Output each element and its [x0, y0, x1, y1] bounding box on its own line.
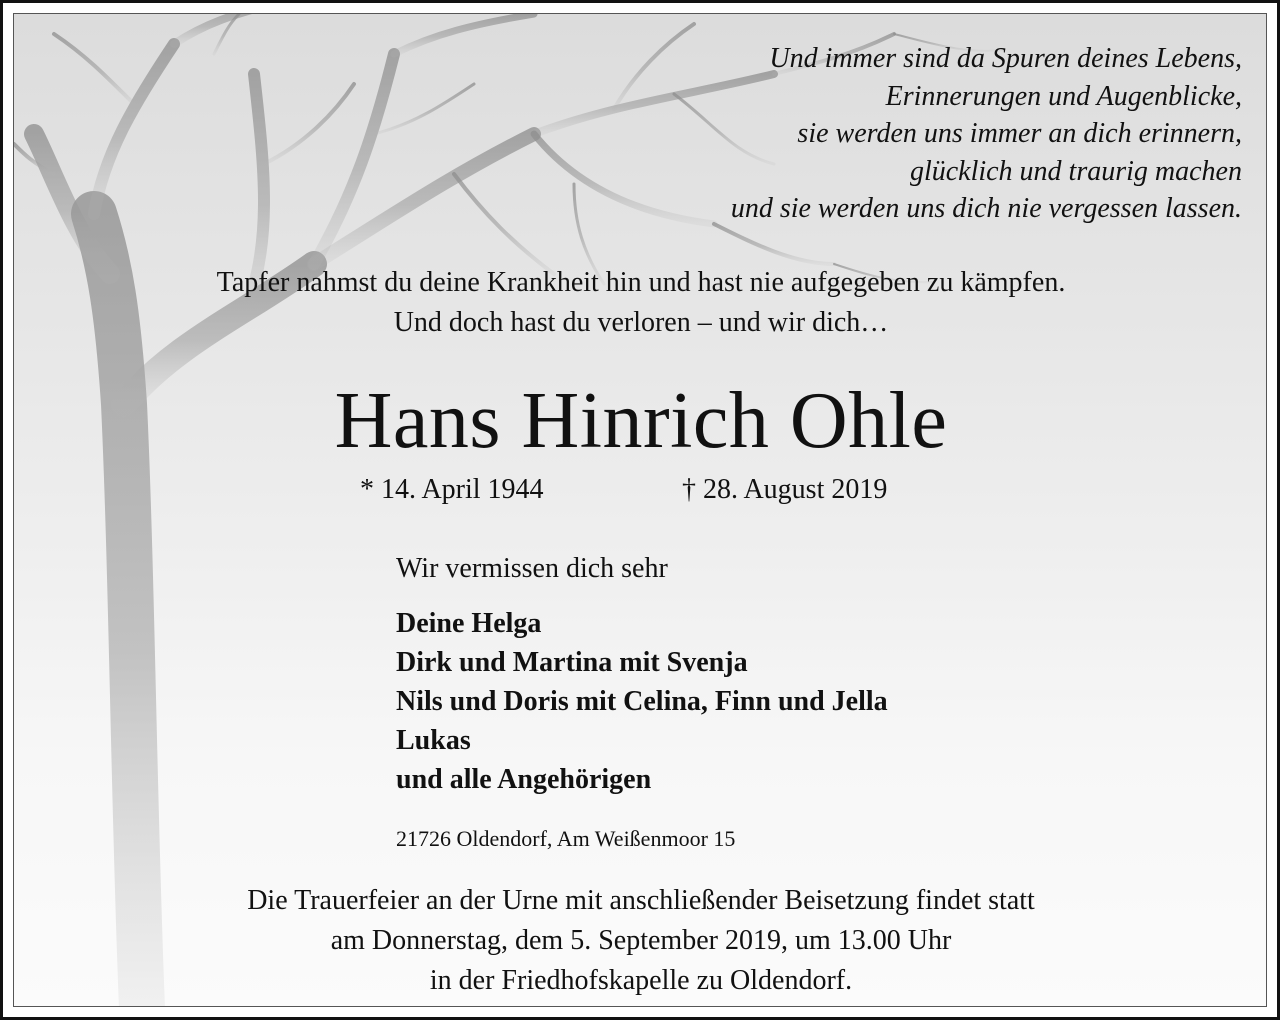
- service-line: Die Trauerfeier an der Urne mit anschließender Beisetzung findet statt: [247, 885, 1035, 916]
- poem-line: sie werden uns immer an dich erinnern,: [797, 118, 1242, 149]
- intro-line: Und doch hast du verloren – und wir dich…: [393, 307, 889, 338]
- address: 21726 Oldendorf, Am Weißenmoor 15: [396, 826, 736, 851]
- service-line: in der Friedhofskapelle zu Oldendorf.: [429, 965, 853, 996]
- service-info: [14, 881, 1267, 1001]
- service-line: am Donnerstag, dem 5. September 2019, um 13.00 Uhr: [330, 925, 952, 956]
- intro-line: Tapfer nahmst du deine Krankheit hin und hast nie aufgegeben zu kämpfen.: [216, 267, 1066, 298]
- poem: [482, 40, 1242, 228]
- mourner-name: Lukas: [396, 725, 471, 756]
- death-date: † 28. August 2019: [682, 474, 888, 505]
- poem-line: Und immer sind da Spuren deines Lebens,: [769, 43, 1242, 74]
- poem-line: und sie werden uns dich nie vergessen lassen.: [730, 193, 1242, 224]
- poem-line: glücklich und traurig machen: [909, 155, 1242, 187]
- intro-text: [14, 263, 1267, 343]
- mourner-name: Dirk und Martina mit Svenja: [396, 647, 748, 678]
- mourners-intro: Wir vermissen dich sehr: [396, 553, 668, 584]
- mourner-name: und alle Angehörigen: [396, 764, 652, 795]
- poem-line: Erinnerungen und Augenblicke,: [885, 80, 1242, 112]
- mourners-list: [396, 604, 888, 799]
- deceased-name: Hans Hinrich Ohle: [334, 377, 948, 465]
- inner-frame: [13, 13, 1267, 1007]
- birth-date: * 14. April 1944: [360, 474, 544, 505]
- mourner-name: Deine Helga: [396, 608, 542, 639]
- mourner-name: Nils und Doris mit Celina, Finn und Jella: [396, 686, 888, 717]
